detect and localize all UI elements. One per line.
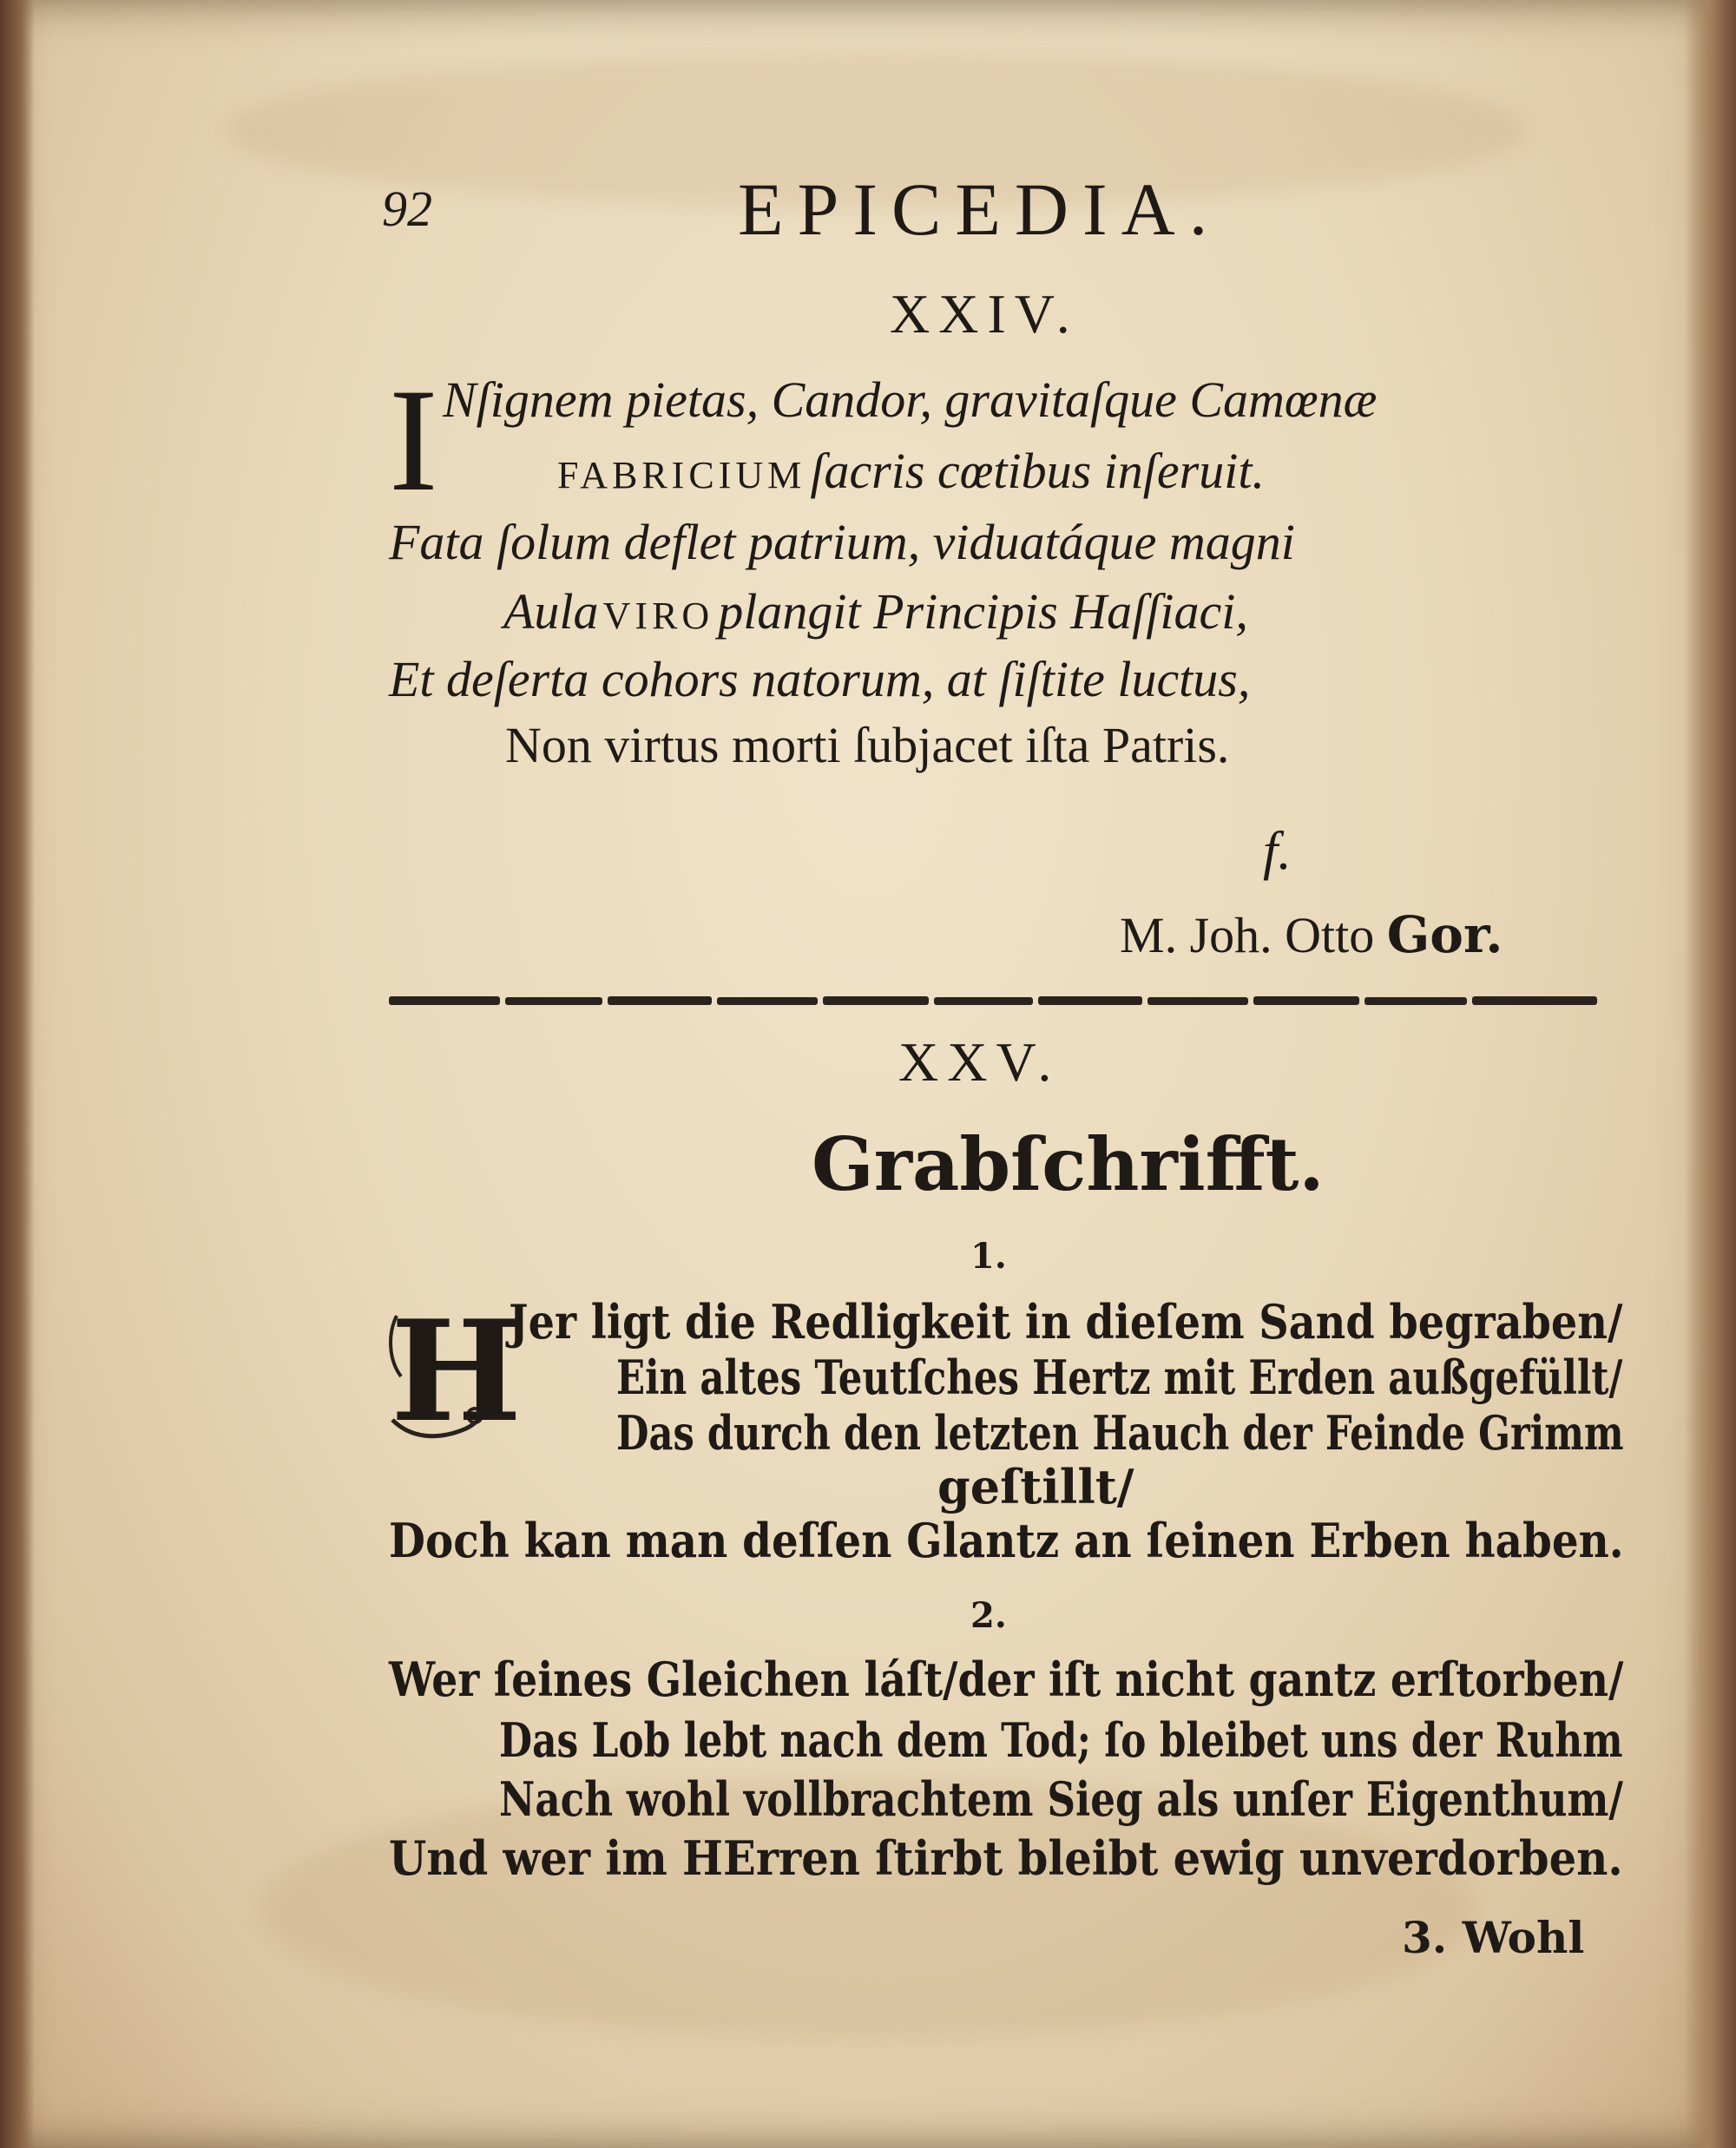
poem-heading: Grabſchrifft. — [812, 1121, 1325, 1207]
poem-number: XXIV. — [890, 283, 1079, 345]
author-signature: M. Joh. Otto Gor. — [1120, 905, 1503, 964]
page-number: 92 — [382, 181, 432, 237]
ornamental-drop-cap — [384, 1290, 523, 1453]
running-head: EPICEDIA. — [738, 168, 1222, 251]
verse-line: Wer ſeines Gleichen láſt/der iſt nicht gantz erſtorben/ — [389, 1652, 1624, 1707]
verse-line: Das Lob lebt nach dem Tod; ſo bleibet uns der Ruhm — [499, 1712, 1623, 1768]
verse-line: Fata ſolum deflet patrium, viduatáque magni — [389, 514, 1295, 570]
verse-line: FABRICIUM ſacris cœtibus inſeruit. — [557, 443, 1265, 499]
stanza-number: 2. — [970, 1595, 1007, 1636]
verse-line: Ein altes Teutſches Hertz mit Erden außgefüllt/ — [616, 1350, 1623, 1405]
verse-line: Aula VIRO plangit Principis Haſſiaci, — [503, 583, 1248, 640]
page-edge — [1684, 0, 1736, 2148]
verse-line: geſtillt/ — [937, 1459, 1134, 1514]
verse-line: Und wer im HErren ſtirbt bleibt ewig unverdorben. — [389, 1830, 1623, 1886]
section-divider — [389, 989, 1597, 1019]
verse-line: Nſignem pietas, Candor, gravitaſque Camœnæ — [443, 371, 1378, 428]
stanza-number: 1. — [970, 1236, 1007, 1277]
signature-mark: f. — [1263, 822, 1292, 881]
catchword: 3. Wohl — [1402, 1912, 1585, 1963]
verse-line: Doch kan man deſſen Glantz an ſeinen Erben haben. — [389, 1513, 1624, 1568]
verse-line: Das durch den letzten Hauch der Feinde Grimm — [616, 1405, 1624, 1461]
drop-cap: I — [389, 358, 438, 522]
poem-number: XXV. — [898, 1031, 1061, 1093]
verse-line: Non virtus morti ſubjacet iſta Patris. — [505, 717, 1230, 773]
verse-line: Nach wohl vollbrachtem Sieg als unſer Eigenthum/ — [499, 1771, 1623, 1827]
drop-cap: H — [391, 1290, 523, 1453]
book-gutter — [0, 0, 35, 2148]
verse-line: Et deſerta cohors natorum, at ſiſtite luctus, — [389, 651, 1251, 707]
verse-line: Jer ligt die Redligkeit in dieſem Sand begraben/ — [509, 1294, 1623, 1350]
